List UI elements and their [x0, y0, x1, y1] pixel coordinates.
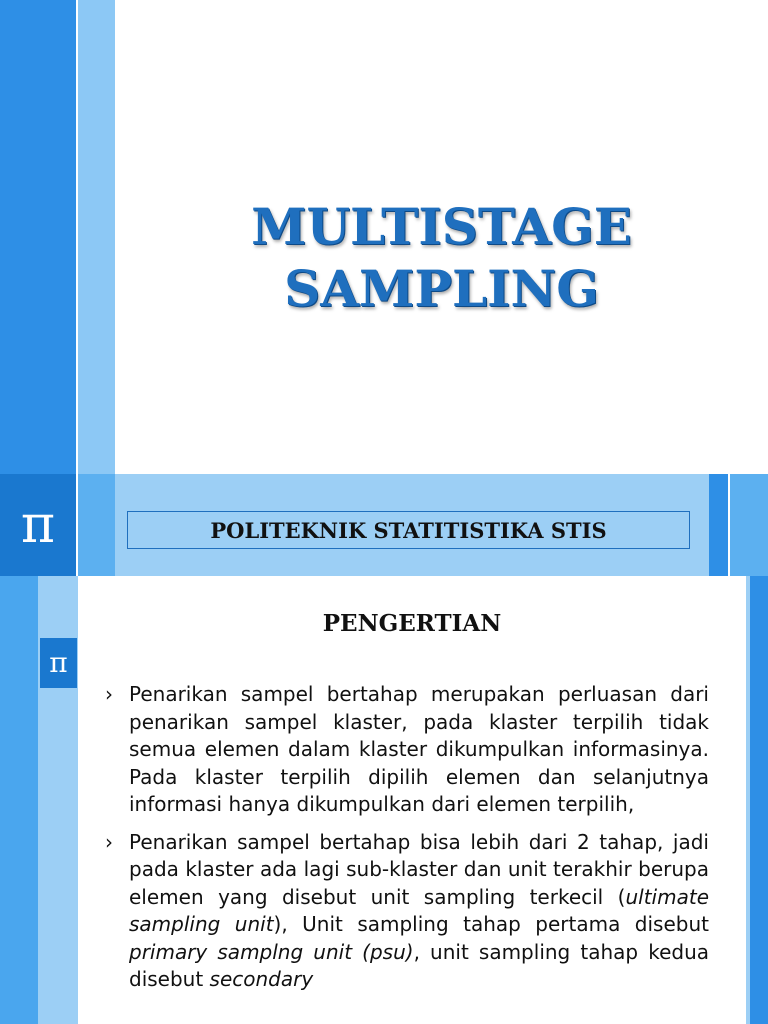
- slide-title-line1: MULTISTAGE: [251, 197, 632, 256]
- bullet-text-2-italic-3: secondary: [209, 967, 314, 991]
- content-slide-right-band: [750, 576, 768, 1024]
- bullet-mark-icon: ›: [105, 682, 113, 706]
- content-slide-left-band: [0, 576, 38, 1024]
- bullet-item-1: [105, 681, 709, 819]
- bullet-text-2c: , unit sampling tahap kedua disebut: [129, 939, 709, 991]
- bullet-text-2a: Penarikan sampel bertahap bisa lebih dari 2 tahap, jadi pada klaster ada lagi sub-klaster dan unit terakhir berupa elemen yang disebut unit sampling terkecil (: [129, 829, 709, 909]
- pi-logo-icon: π: [20, 495, 56, 555]
- bullet-item-2: [105, 829, 709, 994]
- bullet-text-2-italic-2: primary samplng unit (psu): [129, 939, 414, 964]
- title-slide-inner-band: [78, 0, 115, 474]
- pi-logo-small-icon: π: [40, 638, 77, 688]
- slide-title-line2: SAMPLING: [284, 259, 599, 318]
- title-slide-footer-strip: [709, 474, 728, 576]
- section-heading: PENGERTIAN: [322, 610, 502, 637]
- title-slide-footer-right: [730, 474, 768, 576]
- slide-title: [115, 196, 768, 320]
- bullet-mark-icon: ›: [105, 829, 113, 854]
- bullet-text-2b: ), Unit sampling tahap pertama disebut: [273, 912, 709, 936]
- bullet-text-1: Penarikan sampel bertahap merupakan perluasan dari penarikan sampel klaster, pada klaster terpilih tidak semua elemen dalam klaster dikumpulkan informasinya. Pada klaster terpilih dipilih elemen dan selanjutnya informasi hanya dikumpulkan dari elemen terpilih,: [129, 682, 709, 816]
- bullet-text-2-italic-1: ultimate sampling unit: [129, 884, 709, 936]
- bullet-list: [105, 681, 709, 1004]
- title-slide-footer-mid: [78, 474, 115, 576]
- subtitle-box: POLITEKNIK STATITISTIKA STIS: [127, 511, 690, 549]
- title-slide-left-band: [0, 0, 76, 474]
